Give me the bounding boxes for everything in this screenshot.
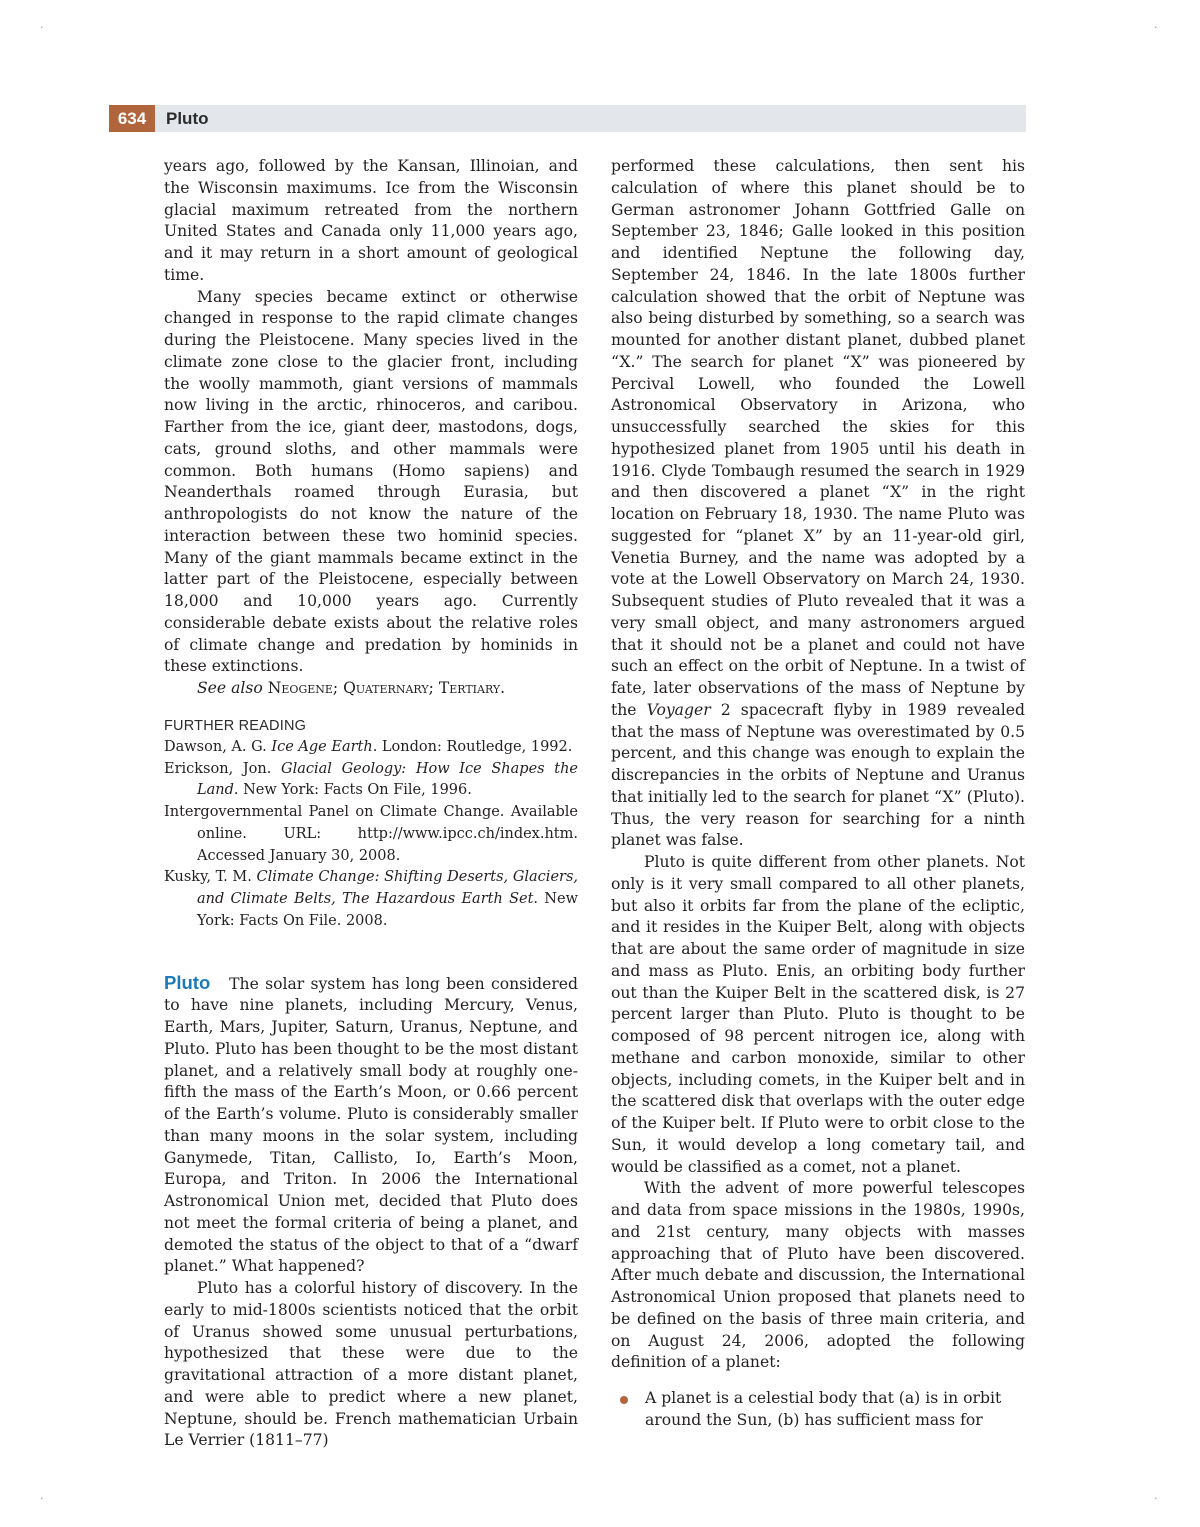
crop-mark: ·: [1154, 21, 1158, 34]
paragraph: performed these calculations, then sent his calculation of where this planet should be to German astronomer Johann Gottfried Galle on September 23, 1846; Galle looked in this position and identified Neptune the following day, September 24, 1846. In the late 1800s further calculation showed that the orbit of Neptune was also being disturbed by something, so a search was mounted for another distant planet, dubbed planet “X.” The search for planet “X” was pioneered by Percival Lowell, who founded the Lowell Astronomical Observatory in Arizona, who unsuccessfully searched the skies for this hypothesized planet from 1905 until his death in 1916. Clyde Tombaugh resumed the search in 1929 and then discovered a planet “X” in the right location on February 18, 1930. The name Pluto was suggested for “planet X” by an 11-year-old girl, Venetia Burney, and the name was adopted by a vote at the Lowell Observatory on March 24, 1930. Subsequent studies of Pluto revealed that it was a very small object, and many astronomers argued that it should not be a planet and could not have such an effect on the orbit of Neptune. In a twist of fate, later observations of the mass of Neptune by the Voyager 2 spacecraft flyby in 1989 revealed that the mass of Neptune was overestimated by 0.5 percent, and this change was enough to explain the discrepancies in the orbits of Neptune and Uranus that initially led to the search for planet “X” (Pluto). Thus, the very reason for searching for a ninth planet was false.: [611, 157, 1025, 850]
reference-item: Erickson, Jon. Glacial Geology: How Ice Shapes the Land. New York: Facts On File, 1996.: [164, 760, 579, 799]
paragraph: Pluto is quite different from other planets. Not only is it very small compared to all other planets, but also it orbits far from the plane of the ecliptic, and it resides in the Kuiper Belt, along with objects that are about the same order of magnitude in size and mass as Pluto. Enis, an orbiting body further out than the Kuiper Belt in the scattered disk, is 27 percent larger than Pluto. Pluto is thought to be composed of 98 percent nitrogen ice, along with methane and carbon monoxide, similar to other objects, including comets, in the Kuiper belt and in the scattered disk that overlaps with the outer edge of the Kuiper belt. If Pluto were to orbit close to the Sun, it would develop a long cometary tail, and would be classified as a comet, not a planet.: [611, 853, 1025, 1176]
entry-paragraph: Pluto The solar system has long been considered to have nine planets, including Mercury, Venus, Earth, Mars, Jupiter, Saturn, Uranus, Neptune, and Pluto. Pluto has been thought to be the most distant planet, and a relatively small body at roughly one-fifth the mass of the Earth’s Moon, or 0.66 percent of the Earth’s volume. Pluto is considerably smaller than many moons in the solar system, including Ganymede, Titan, Callisto, Io, Earth’s Moon, Europa, and Triton. In 2006 the International Astronomical Union met, decided that Pluto does not meet the formal criteria of being a planet, and demoted the status of the object to that of a “dwarf planet.” What happened?: [164, 971, 578, 1276]
left-column: [164, 156, 578, 1452]
further-reading-heading: FURTHER READING: [164, 717, 307, 734]
running-head-title: Pluto: [166, 108, 209, 128]
see-also-label: See also: [197, 679, 263, 697]
paragraph: With the advent of more powerful telescopes and data from space missions in the 1980s, 1990s, and 21st century, many objects with masses approaching that of Pluto have been discovered. After much debate and discussion, the International Astronomical Union proposed that planets need to be defined on the basis of three main criteria, and on August 24, 2006, adopted the following definition of a planet:: [611, 1179, 1025, 1372]
reference-item: Intergovernmental Panel on Climate Change. Available online. URL: http://www.ipcc.ch/index.htm. Accessed January 30, 2008.: [164, 804, 578, 864]
see-also-links[interactable]: Neogene; Quaternary; Tertiary.: [267, 679, 506, 697]
bullet-icon: [620, 1396, 628, 1404]
page-number: 634: [109, 105, 155, 132]
criteria-list: [611, 1388, 1025, 1432]
paragraph: Pluto has a colorful history of discovery. In the early to mid-1800s scientists noticed that the orbit of Uranus showed some unusual perturbations, hypothesized that these were due to the gravitational attraction of a more distant planet, and were able to predict where a new planet, Neptune, should be. French mathematician Urbain Le Verrier (1811–77): [164, 1279, 578, 1450]
crop-mark: ·: [40, 1492, 44, 1505]
running-header: [109, 105, 1026, 132]
entry-heading: Pluto: [164, 971, 211, 993]
reference-item: Kusky, T. M. Climate Change: Shifting Deserts, Glaciers, and Climate Belts, The Hazardous Earth Set. New York: Facts On File. 2008.: [164, 869, 579, 929]
paragraph: years ago, followed by the Kansan, Illinoian, and the Wisconsin maximums. Ice from the Wisconsin glacial maximum retreated from the northern United States and Canada only 11,000 years ago, and it may return in a short amount of geological time.: [164, 157, 578, 284]
see-also: [164, 678, 578, 700]
reference-item: Dawson, A. G. Ice Age Earth. London: Routledge, 1992.: [164, 738, 573, 755]
list-item: A planet is a celestial body that (a) is in orbit around the Sun, (b) has sufficient mass for: [611, 1388, 1025, 1432]
crop-mark: ·: [40, 21, 44, 34]
crop-mark: ·: [1154, 1492, 1158, 1505]
paragraph: Many species became extinct or otherwise changed in response to the rapid climate changes during the Pleistocene. Many species lived in the climate zone close to the glacier front, including the woolly mammoth, giant versions of mammals now living in the arctic, rhinoceros, and caribou. Farther from the ice, giant deer, mastodons, dogs, cats, ground sloths, and other mammals were common. Both humans (Homo sapiens) and Neanderthals roamed through Eurasia, but anthropologists do not know the nature of the interaction between these two hominid species. Many of the giant mammals became extinct in the latter part of the Pleistocene, especially between 18,000 and 10,000 years ago. Currently considerable debate exists about the relative roles of climate change and predation by hominids in these extinctions.: [164, 287, 578, 676]
right-column: [611, 156, 1025, 1432]
